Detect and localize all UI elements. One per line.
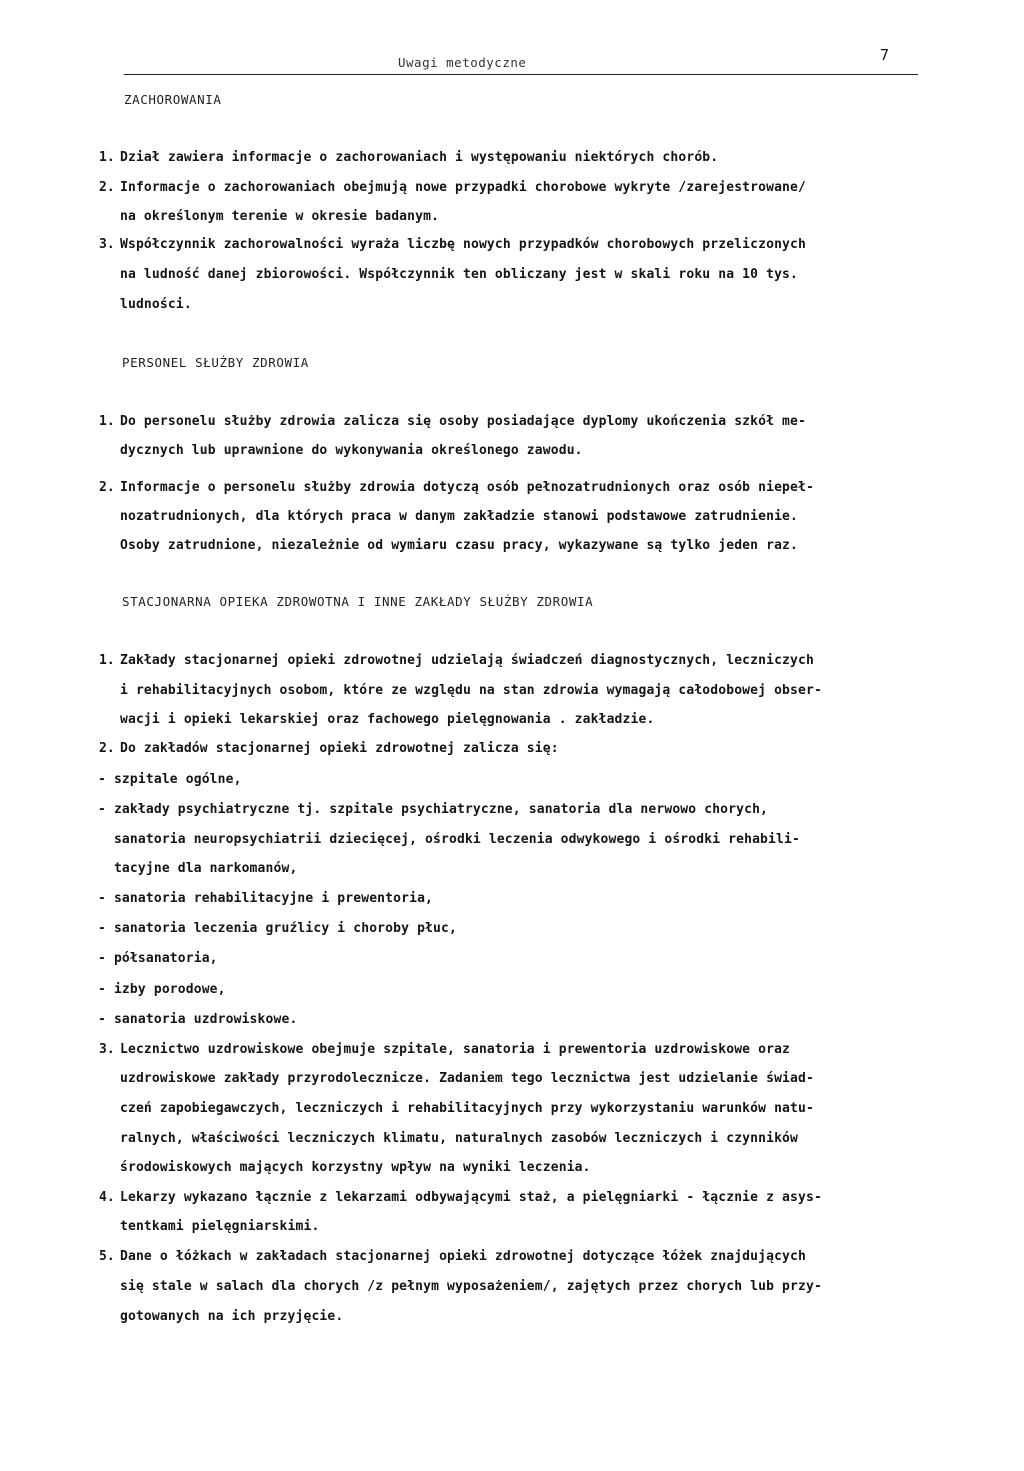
text-line: na określonym terenie w okresie badanym. bbox=[120, 209, 440, 224]
text-line: Dane o łóżkach w zakładach stacjonarnej opieki zdrowotnej dotyczące łóżek znajdujących bbox=[120, 1249, 806, 1264]
text-line: wacji i opieki lekarskiej oraz fachowego pielęgnowania . zakładzie. bbox=[120, 712, 655, 727]
text-line: nozatrudnionych, dla których praca w danym zakładzie stanowi podstawowe zatrudnienie. bbox=[120, 509, 799, 524]
section-title-personel: PERSONEL SŁUŻBY ZDROWIA bbox=[122, 355, 309, 370]
list-item: - sanatoria leczenia gruźlicy i choroby płuc, bbox=[98, 921, 457, 936]
text-line: Do zakładów stacjonarnej opieki zdrowotnej zalicza się: bbox=[120, 741, 559, 756]
list-item: - półsanatoria, bbox=[98, 951, 218, 966]
item-number: 2. bbox=[99, 741, 115, 756]
text-line: Zakłady stacjonarnej opieki zdrowotnej udzielają świadczeń diagnostycznych, leczniczych bbox=[120, 653, 814, 668]
text-line: czeń zapobiegawczych, leczniczych i rehabilitacyjnych przy wykorzystaniu warunków natu- bbox=[120, 1101, 814, 1116]
item-number: 2. bbox=[99, 180, 115, 195]
section-title-zachorowania: ZACHOROWANIA bbox=[124, 92, 222, 107]
item-number: 4. bbox=[99, 1190, 115, 1205]
text-line: dycznych lub uprawnione do wykonywania określonego zawodu. bbox=[120, 443, 583, 458]
header-rule bbox=[124, 74, 918, 75]
text-line: ralnych, właściwości leczniczych klimatu, naturalnych zasobów leczniczych i czynników bbox=[120, 1131, 799, 1146]
list-item: sanatoria neuropsychiatrii dziecięcej, ośrodki leczenia odwykowego i ośrodki rehabili- bbox=[98, 832, 800, 847]
item-number: 3. bbox=[99, 1042, 115, 1057]
text-line: na ludność danej zbiorowości. Współczynnik ten obliczany jest w skali roku na 10 tys. bbox=[120, 267, 799, 282]
text-line: środowiskowych mających korzystny wpływ na wyniki leczenia. bbox=[120, 1160, 591, 1175]
text-line: Informacje o zachorowaniach obejmują nowe przypadki chorobowe wykryte /zarejestrowane/ bbox=[120, 180, 806, 195]
item-number: 3. bbox=[99, 237, 115, 252]
text-line: i rehabilitacyjnych osobom, które ze względu na stan zdrowia wymagają całodobowej obser- bbox=[120, 683, 822, 698]
list-item: - sanatoria rehabilitacyjne i prewentoria, bbox=[98, 891, 434, 906]
list-item: - sanatoria uzdrowiskowe. bbox=[98, 1012, 298, 1027]
text-line: Osoby zatrudnione, niezależnie od wymiaru czasu pracy, wykazywane są tylko jeden raz. bbox=[120, 538, 799, 553]
list-item: - szpitale ogólne, bbox=[98, 772, 242, 787]
list-item: tacyjne dla narkomanów, bbox=[98, 861, 298, 876]
text-line: tentkami pielęgniarskimi. bbox=[120, 1219, 320, 1234]
item-number: 1. bbox=[99, 150, 115, 165]
item-number: 5. bbox=[99, 1249, 115, 1264]
text-line: się stale w salach dla chorych /z pełnym wyposażeniem/, zajętych przez chorych lub przy- bbox=[120, 1279, 822, 1294]
list-item: - izby porodowe, bbox=[98, 982, 226, 997]
running-title: Uwagi metodyczne bbox=[398, 55, 527, 70]
text-line: Lecznictwo uzdrowiskowe obejmuje szpitale, sanatoria i prewentoria uzdrowiskowe oraz bbox=[120, 1042, 791, 1057]
text-line: uzdrowiskowe zakłady przyrodolecznicze. Zadaniem tego lecznictwa jest udzielanie świad- bbox=[120, 1071, 814, 1086]
item-number: 2. bbox=[99, 480, 115, 495]
text-line: gotowanych na ich przyjęcie. bbox=[120, 1309, 344, 1324]
list-item: - zakłady psychiatryczne tj. szpitale psychiatryczne, sanatoria dla nerwowo chorych, bbox=[98, 802, 769, 817]
text-line: ludności. bbox=[120, 297, 192, 312]
text-line: Informacje o personelu służby zdrowia dotyczą osób pełnozatrudnionych oraz osób niepeł- bbox=[120, 480, 814, 495]
section-title-stacjonarna: STACJONARNA OPIEKA ZDROWOTNA I INNE ZAKŁADY SŁUŻBY ZDROWIA bbox=[122, 594, 594, 609]
text-line: Współczynnik zachorowalności wyraża liczbę nowych przypadków chorobowych przeliczonych bbox=[120, 237, 806, 252]
text-line: Do personelu służby zdrowia zalicza się osoby posiadające dyplomy ukończenia szkół me- bbox=[120, 414, 806, 429]
page-number: 7 bbox=[880, 46, 890, 64]
text-line: Lekarzy wykazano łącznie z lekarzami odbywającymi staż, a pielęgniarki - łącznie z asys- bbox=[120, 1190, 822, 1205]
text-line: Dział zawiera informacje o zachorowaniach i występowaniu niektórych chorób. bbox=[120, 150, 719, 165]
item-number: 1. bbox=[99, 414, 115, 429]
item-number: 1. bbox=[99, 653, 115, 668]
